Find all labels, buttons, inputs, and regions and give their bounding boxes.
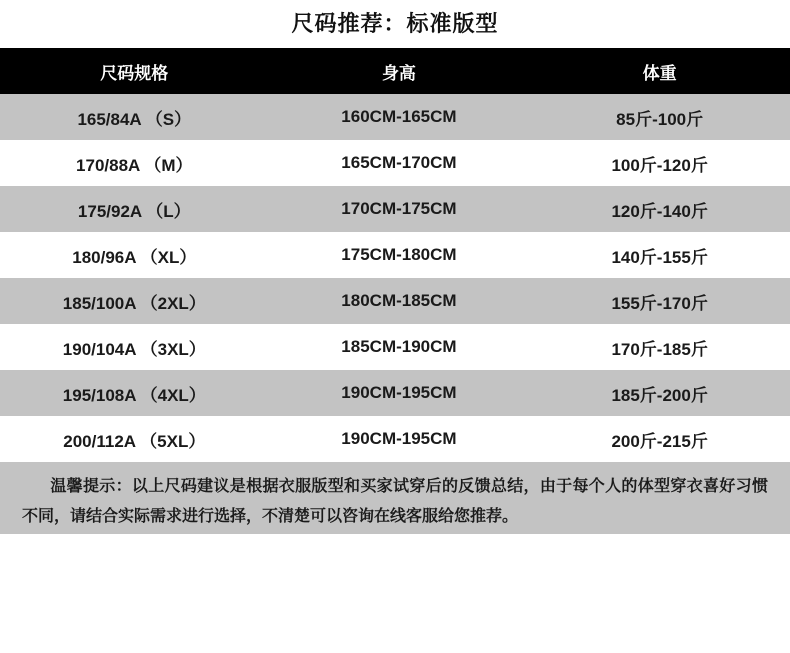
table-header-row: [0, 48, 790, 94]
cell-weight: 120斤-140斤: [611, 201, 708, 221]
cell-spec: 185/100A （2XL）: [62, 293, 206, 313]
cell-height: 180CM-185CM: [341, 291, 457, 310]
cell-spec: 200/112A （5XL）: [63, 431, 206, 451]
cell-weight: 155斤-170斤: [611, 293, 708, 313]
table-row: [0, 324, 790, 370]
cell-height: 160CM-165CM: [341, 107, 457, 126]
cell-height: 165CM-170CM: [341, 153, 457, 172]
cell-weight: 200斤-215斤: [611, 431, 708, 451]
table-row: [0, 186, 790, 232]
cell-height: 190CM-195CM: [341, 429, 457, 448]
cell-weight: 185斤-200斤: [611, 385, 708, 405]
table-row: [0, 416, 790, 462]
table-row: [0, 370, 790, 416]
cell-height: 185CM-190CM: [341, 337, 457, 356]
note-label: 温馨提示：: [50, 478, 132, 495]
cell-weight: 140斤-155斤: [611, 247, 708, 267]
cell-spec: 195/108A （4XL）: [62, 385, 206, 405]
cell-spec: 165/84A （S）: [77, 109, 192, 129]
table-row: [0, 94, 790, 140]
cell-spec: 170/88A （M）: [76, 155, 193, 175]
cell-spec: 175/92A （L）: [77, 201, 191, 221]
cell-weight: 100斤-120斤: [611, 155, 708, 175]
cell-height: 170CM-175CM: [341, 199, 457, 218]
page-title: 尺码推荐：标准版型: [291, 11, 499, 36]
cell-weight: 85斤-100斤: [616, 109, 704, 129]
cell-height: 175CM-180CM: [341, 245, 457, 264]
cell-spec: 180/96A （XL）: [72, 247, 197, 267]
column-header-height: 身高: [381, 63, 416, 83]
cell-spec: 190/104A （3XL）: [62, 339, 206, 359]
size-table: [0, 48, 790, 462]
cell-weight: 170斤-185斤: [611, 339, 708, 359]
column-header-weight: 体重: [642, 63, 677, 83]
column-header-spec: 尺码规格: [100, 63, 169, 83]
table-row: [0, 278, 790, 324]
table-row: [0, 232, 790, 278]
table-row: [0, 140, 790, 186]
note-section: [0, 462, 790, 534]
cell-height: 190CM-195CM: [341, 383, 457, 402]
note-text: 以上尺码建议是根据衣服版型和买家试穿后的反馈总结，由于每个人的体型穿衣喜好习惯不同，请结合实际需求进行选择，不清楚可以咨询在线客服给您推荐。: [22, 478, 768, 525]
